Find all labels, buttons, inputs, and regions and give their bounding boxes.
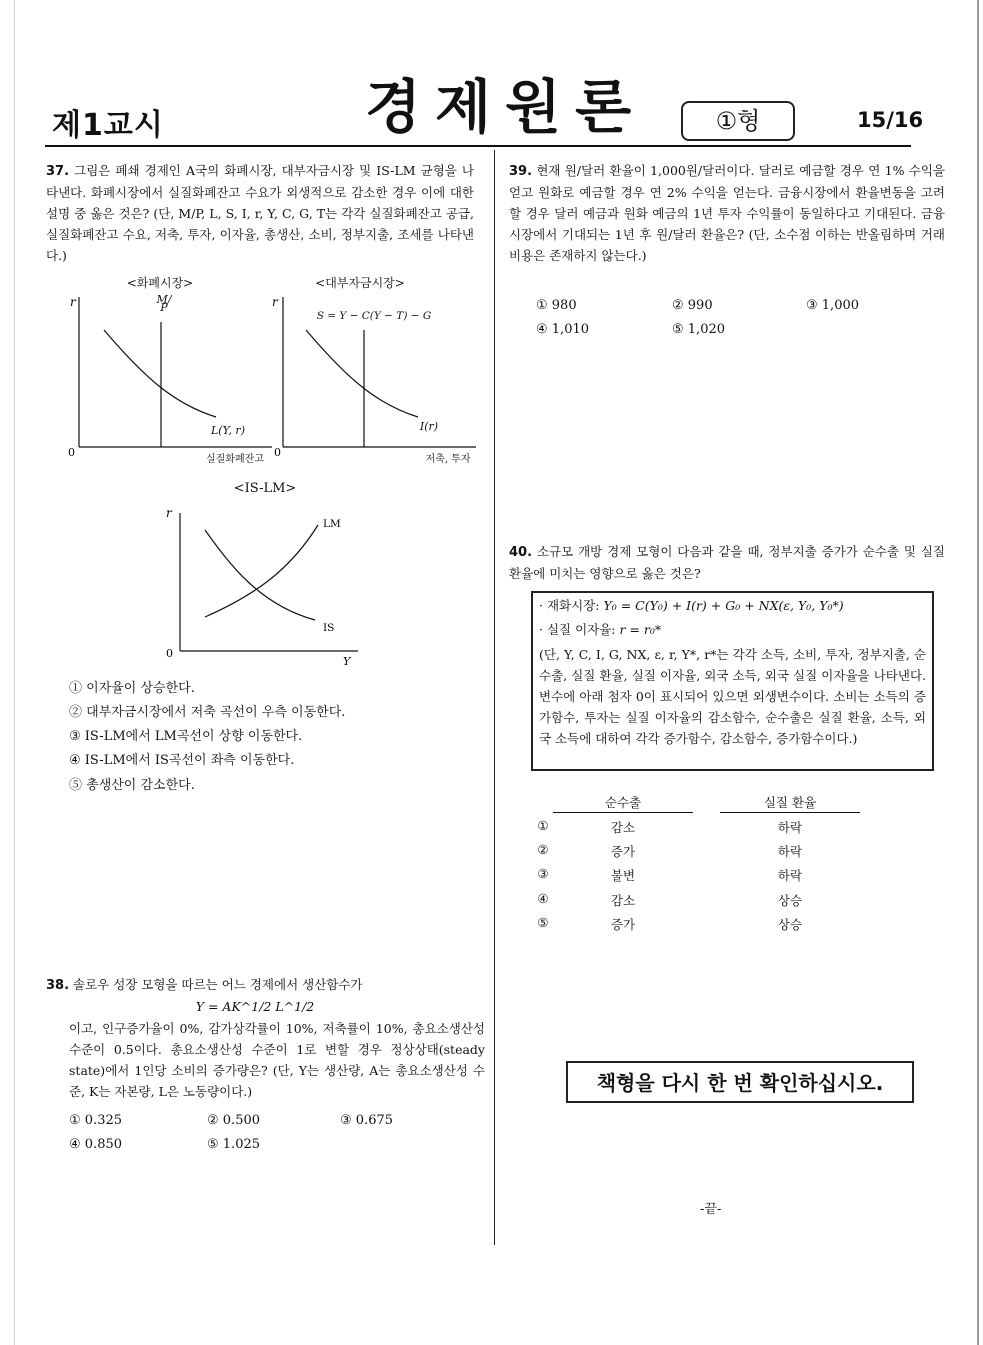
exam-type-badge: ①형 bbox=[681, 101, 795, 141]
question-stem: 그림은 폐쇄 경제인 A국의 화폐시장, 대부자금시장 및 IS-LM 균형을 나타낸다. 화폐시장에서 실질화폐잔고 수요가 외생적으로 감소한 경우 이에 대한 설명 중 옳은 것은? (단, M/P, L, S, I, r, Y, C, G, T는 각각 실질화폐잔고 공급, 실질화폐잔고 수요, 저축, 투자, 이자율, 총생산, 소비, 정부지출, 조세를 나타낸다.) bbox=[46, 163, 475, 263]
answer-choice[interactable]: ② 990 bbox=[672, 298, 713, 313]
origin-label: 0 bbox=[166, 647, 173, 660]
table-row-mark[interactable]: ③ bbox=[537, 866, 549, 881]
model-note: (단, Y, C, I, G, NX, ε, r, Y*, r*는 각각 소득, 소비, 투자, 정부지출, 순수출, 실질 환율, 실질 이자율, 외국 소득, 외국 실질 이자율을 나타낸다. 변수에 아래 첨자 0이 표시되어 있으면 외생변수이다. 소비는 소득의 증가함수, 투자는 실질 이자율의 감소함수, 순수출은 실질 환율, 소득, 외국 소득에 대하여 각각 증가함수, 감소함수, 증가함수이다.) bbox=[539, 647, 926, 746]
table-cell: 감소 bbox=[610, 820, 636, 835]
table-cell: 불변 bbox=[610, 868, 636, 883]
question-stem: 현재 원/달러 환율이 1,000원/달러이다. 달러로 예금할 경우 연 1% 수익을 얻고 원화로 예금할 경우 연 2% 수익을 얻는다. 금융시장에서 환율변동을 고려할 경우 달러 예금과 원화 예금의 1년 투자 수익률이 동일하다고 기대된다. 금융시장에서 기대되는 1년 후 원/달러 환율은? (단, 소수점 이하는 반올림하며 거래비용은 존재하지 않는다.) bbox=[509, 163, 945, 263]
question-stem: 소규모 개방 경제 모형이 다음과 같을 때, 정부지출 증가가 순수출 및 실질 환율에 미치는 영향으로 옳은 것은? bbox=[509, 544, 945, 581]
solow-formula: Y = AK^1/2 L^1/2 bbox=[195, 999, 315, 1014]
answer-choice[interactable]: ⑤ 1,020 bbox=[672, 322, 726, 337]
table-row-mark[interactable]: ① bbox=[537, 818, 549, 833]
answer-choice[interactable]: ⑤ 총생산이 감소한다. bbox=[69, 778, 195, 793]
money-demand-label: L(Y, r) bbox=[211, 424, 245, 437]
exam-title: 경제원론 bbox=[365, 73, 646, 141]
answer-choice[interactable]: ⑤ 1.025 bbox=[207, 1137, 261, 1152]
is-label: IS bbox=[323, 622, 335, 634]
page-number: 15/16 bbox=[857, 108, 924, 132]
answer-choice[interactable]: ③ IS-LM에서 LM곡선이 상향 이동한다. bbox=[69, 729, 303, 744]
answer-choice[interactable]: ① 이자율이 상승한다. bbox=[69, 681, 195, 696]
confirm-type-notice: 책형을 다시 한 번 확인하십시오. bbox=[566, 1061, 914, 1103]
interest-rate-line: · 실질 이자율: r = r₀* bbox=[539, 622, 662, 637]
investment-label: I(r) bbox=[419, 420, 439, 433]
answer-choice[interactable]: ② 0.500 bbox=[207, 1113, 261, 1128]
loanable-x-axis-label: 저축, 투자 bbox=[425, 454, 471, 465]
question-stem: 솔로우 성장 모형을 따르는 어느 경제에서 생산함수가 bbox=[73, 977, 363, 992]
question-stem-cont: 이고, 인구증가율이 0%, 감가상각률이 10%, 저축률이 10%, 총요소생산성 수준이 0.5이다. 총요소생산성 수준이 1로 변할 경우 정상상태(steady state)에서 1인당 소비의 증가량은? (단, Y는 생산량, A는 총요소생산성 수준, K는 자본량, L은 노동량이다.) bbox=[69, 1021, 485, 1099]
money-x-axis-label: 실질화폐잔고 bbox=[206, 454, 264, 465]
lm-label: LM bbox=[323, 518, 341, 530]
answer-choice[interactable]: ④ 1,010 bbox=[536, 322, 590, 337]
table-cell: 증가 bbox=[610, 844, 636, 859]
table-cell: 하락 bbox=[777, 820, 803, 835]
graph-money-title: <화폐시장> bbox=[126, 276, 194, 290]
question-number: 37. bbox=[46, 164, 70, 179]
origin-label: 0 bbox=[68, 446, 75, 459]
question-39 bbox=[509, 160, 945, 266]
savings-label: S = Y − C(Y − T) − G bbox=[316, 310, 432, 322]
answer-choice[interactable]: ③ 0.675 bbox=[340, 1113, 394, 1128]
answer-choice[interactable]: ④ 0.850 bbox=[69, 1137, 123, 1152]
table-row-mark[interactable]: ② bbox=[537, 842, 549, 857]
graph-islm-title: <IS-LM> bbox=[233, 481, 297, 496]
exam-session: 제1교시 bbox=[52, 108, 164, 143]
question-37 bbox=[46, 160, 474, 266]
axis-y-label: r bbox=[70, 295, 76, 309]
column-divider bbox=[494, 150, 495, 1245]
model-box bbox=[531, 591, 934, 771]
table-header-net-exports: 순수출 bbox=[553, 793, 693, 813]
question-number: 39. bbox=[509, 164, 533, 179]
answer-choice[interactable]: ① 980 bbox=[536, 298, 577, 313]
axis-y-label: r bbox=[166, 506, 172, 520]
question-number: 40. bbox=[509, 545, 533, 560]
table-row-mark[interactable]: ④ bbox=[537, 891, 549, 906]
answer-choice[interactable]: ② 대부자금시장에서 저축 곡선이 우측 이동한다. bbox=[69, 705, 346, 720]
table-cell: 하락 bbox=[777, 844, 803, 859]
graph-is-lm bbox=[160, 505, 360, 670]
answer-choice[interactable]: ③ 1,000 bbox=[806, 298, 860, 313]
end-mark: -끝- bbox=[700, 1202, 722, 1217]
table-row-mark[interactable]: ⑤ bbox=[537, 915, 549, 930]
question-number: 38. bbox=[46, 978, 70, 993]
header-divider bbox=[45, 145, 911, 147]
axis-x-label: Y bbox=[343, 655, 351, 668]
table-header-real-exchange-rate: 실질 환율 bbox=[720, 793, 860, 813]
origin-label: 0 bbox=[274, 446, 281, 459]
table-cell: 증가 bbox=[610, 917, 636, 932]
table-cell: 감소 bbox=[610, 893, 636, 908]
money-supply-label: M/P bbox=[156, 293, 172, 314]
axis-y-label: r bbox=[272, 295, 278, 309]
question-40 bbox=[509, 541, 945, 584]
graph-money-market bbox=[64, 292, 274, 467]
table-cell: 상승 bbox=[777, 917, 803, 932]
question-38 bbox=[46, 974, 486, 996]
graph-loanable-title: <대부자금시장> bbox=[315, 276, 405, 290]
answer-choice[interactable]: ① 0.325 bbox=[69, 1113, 123, 1128]
table-cell: 하락 bbox=[777, 868, 803, 883]
goods-market-line: · 재화시장: Y₀ = C(Y₀) + I(r) + G₀ + NX(ε, Y₀, Y₀*) bbox=[539, 598, 844, 613]
table-cell: 상승 bbox=[777, 893, 803, 908]
answer-choice[interactable]: ④ IS-LM에서 IS곡선이 좌측 이동한다. bbox=[69, 753, 295, 768]
